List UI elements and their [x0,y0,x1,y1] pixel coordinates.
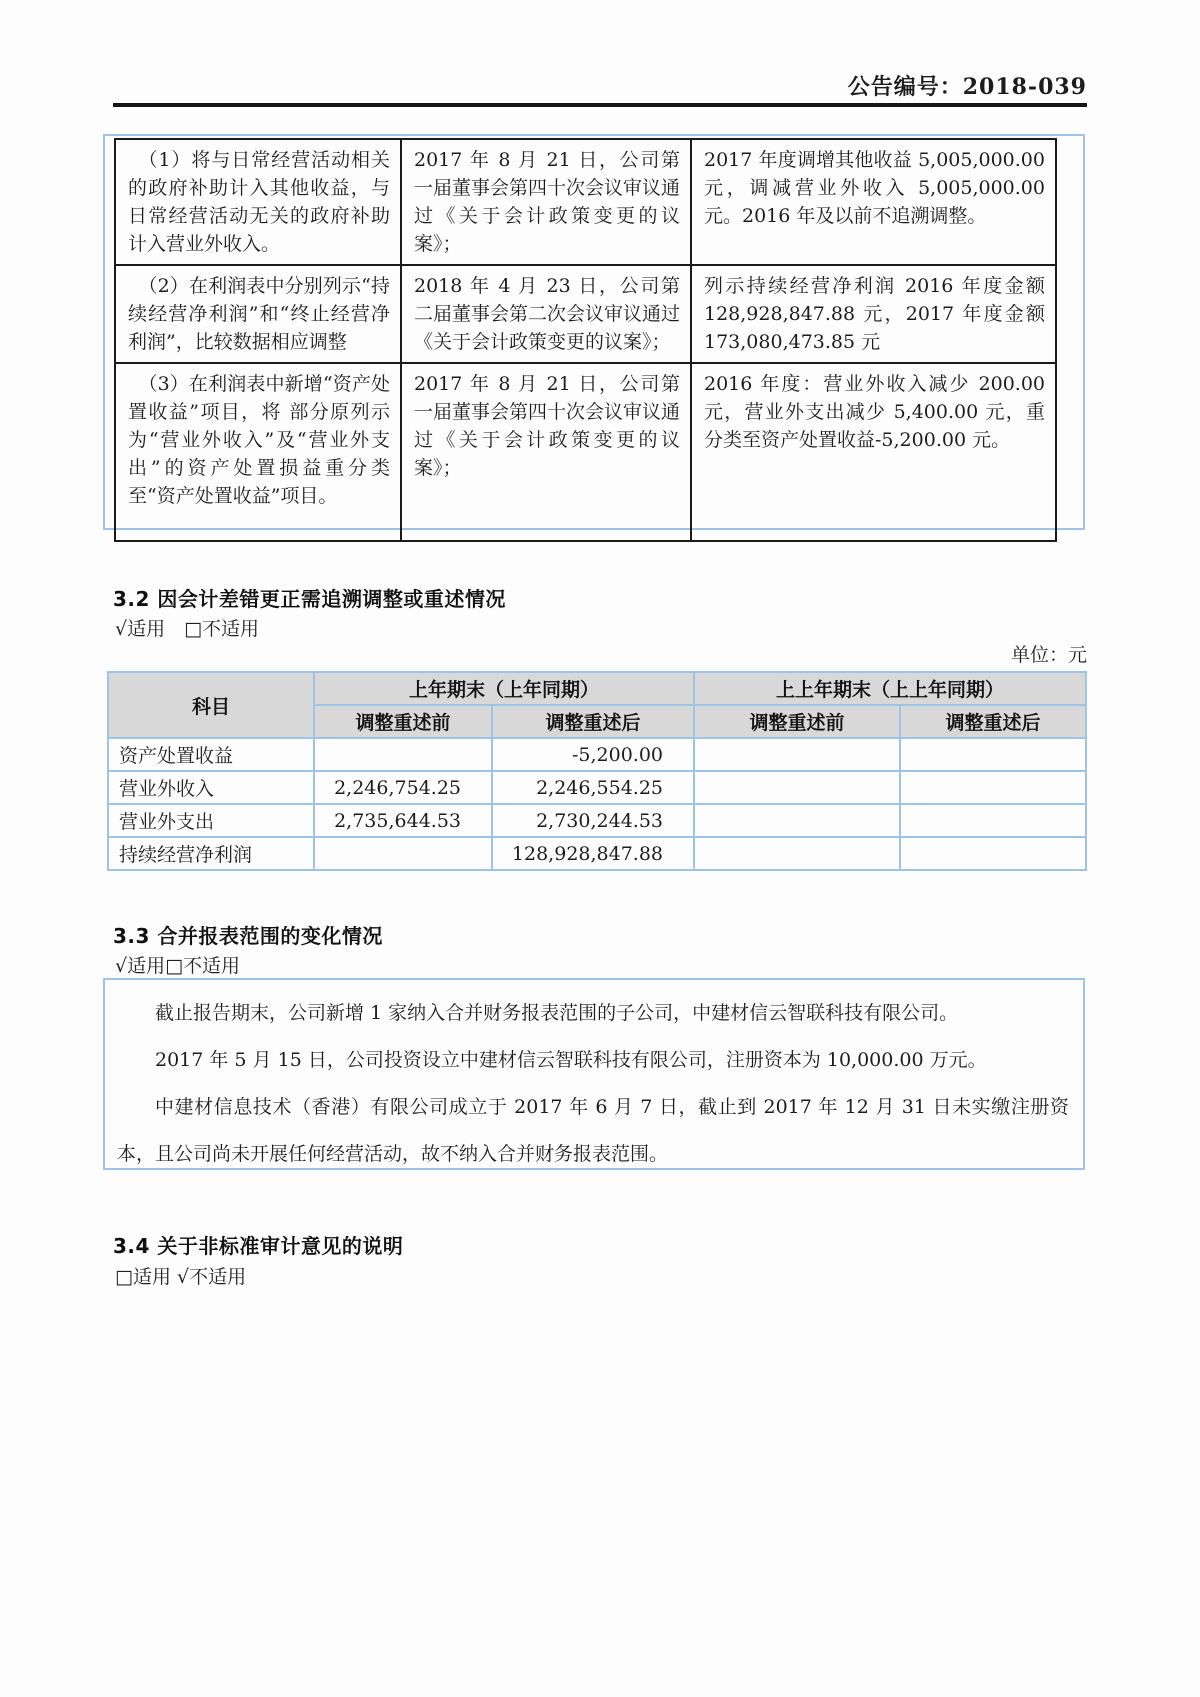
row-prev2-after [900,738,1086,771]
header-prev-after: 调整重述后 [492,705,694,738]
scope-change-box [103,978,1085,1170]
policy-row-1-effect: 2017 年度调增其他收益 5,005,000.00 元，调减营业外收入 5,005,000.00 元。2016 年及以前不追溯调整。 [691,139,1056,265]
policy-row-3-effect: 2016 年度：营业外收入减少 200.00 元，营业外支出减少 5,400.00 元，重分类至资产处置收益-5,200.00 元。 [691,363,1056,541]
section-3-3-applicability: √适用□不适用 [115,955,241,977]
policy-row-3-change: （3）在利润表中新增“资产处置收益”项目，将 部分原列示为“营业外收入”及“营业外支出”的资产处置损益重分类至“资产处置收益”项目。 [115,363,401,541]
header-prev-before: 调整重述前 [314,705,492,738]
restatement-header-group-row [108,672,1086,705]
policy-row-1-change: （1）将与日常经营活动相关的政府补助计入其他收益，与日常经营活动无关的政府补助计入营业外收入。 [115,139,401,265]
row-prev-before [314,738,492,771]
row-prev2-after [900,804,1086,837]
row-prev-after: 2,730,244.53 [492,804,694,837]
policy-row-3-procedure: 2017 年 8 月 21 日，公司第一届董事会第四十次会议审议通过《关于会计政策变更的议案》； [401,363,691,541]
policy-row-1-procedure: 2017 年 8 月 21 日，公司第一届董事会第四十次会议审议通过《关于会计政策变更的议案》； [401,139,691,265]
scope-paragraph-1: 截止报告期末，公司新增 1 家纳入合并财务报表范围的子公司，中建材信云智联科技有限公司。 [155,1002,959,1024]
header-prev2-before: 调整重述前 [694,705,900,738]
restatement-row-continuing-profit [108,837,1086,870]
section-3-3-title: 3.3 合并报表范围的变化情况 [113,924,383,948]
restatement-row-nonop-income [108,771,1086,804]
header-rule-divider [113,103,1087,107]
policy-row-1 [115,139,1056,265]
section-3-4-title: 3.4 关于非标准审计意见的说明 [113,1234,404,1258]
header-prev-period: 上年期末（上年同期） [314,672,694,705]
row-subject: 持续经营净利润 [108,837,314,870]
doc-number: 公告编号：2018-039 [847,74,1087,100]
scope-change-text [105,980,1083,1178]
section-3-2-applicability: √适用 □不适用 [115,618,260,640]
row-prev-after: 128,928,847.88 [492,837,694,870]
policy-row-3 [115,363,1056,541]
row-subject: 营业外支出 [108,804,314,837]
restatement-row-nonop-expense [108,804,1086,837]
policy-row-2-effect: 列示持续经营净利润 2016 年度金额 128,928,847.88 元，2017 年度金额 173,080,473.85 元 [691,265,1056,363]
row-prev-after: 2,246,554.25 [492,771,694,804]
row-prev2-before [694,804,900,837]
section-3-2-title: 3.2 因会计差错更正需追溯调整或重述情况 [113,587,506,611]
header-prev2-after: 调整重述后 [900,705,1086,738]
section-3-4-applicability: □适用 √不适用 [115,1266,247,1288]
policy-row-2-procedure: 2018 年 4 月 23 日，公司第二届董事会第二次会议审议通过《关于会计政策变更的议案》； [401,265,691,363]
row-prev2-before [694,837,900,870]
row-prev2-before [694,738,900,771]
row-prev-before [314,837,492,870]
row-prev2-before [694,771,900,804]
row-prev2-after [900,771,1086,804]
unit-label: 单位：元 [1010,644,1087,666]
header-subject: 科目 [108,672,314,738]
scope-paragraph-3: 中建材信息技术（香港）有限公司成立于 2017 年 6 月 7 日，截止到 2017 年 12 月 31 日未实缴注册资本，且公司尚未开展任何经营活动，故不纳入合并财务报表范围。 [117,1096,1069,1165]
row-subject: 资产处置收益 [108,738,314,771]
row-subject: 营业外收入 [108,771,314,804]
header-prev2-period: 上上年期末（上上年同期） [694,672,1086,705]
restatement-row-asset-disposal [108,738,1086,771]
restatement-table [107,671,1087,871]
row-prev-before: 2,246,754.25 [314,771,492,804]
policy-row-2 [115,265,1056,363]
policy-row-2-change: （2）在利润表中分别列示“持续经营净利润”和“终止经营净利润”，比较数据相应调整 [115,265,401,363]
row-prev2-after [900,837,1086,870]
scope-paragraph-2: 2017 年 5 月 15 日，公司投资设立中建材信云智联科技有限公司，注册资本为 10,000.00 万元。 [155,1049,987,1071]
row-prev-before: 2,735,644.53 [314,804,492,837]
policy-change-table [114,138,1057,542]
row-prev-after: -5,200.00 [492,738,694,771]
